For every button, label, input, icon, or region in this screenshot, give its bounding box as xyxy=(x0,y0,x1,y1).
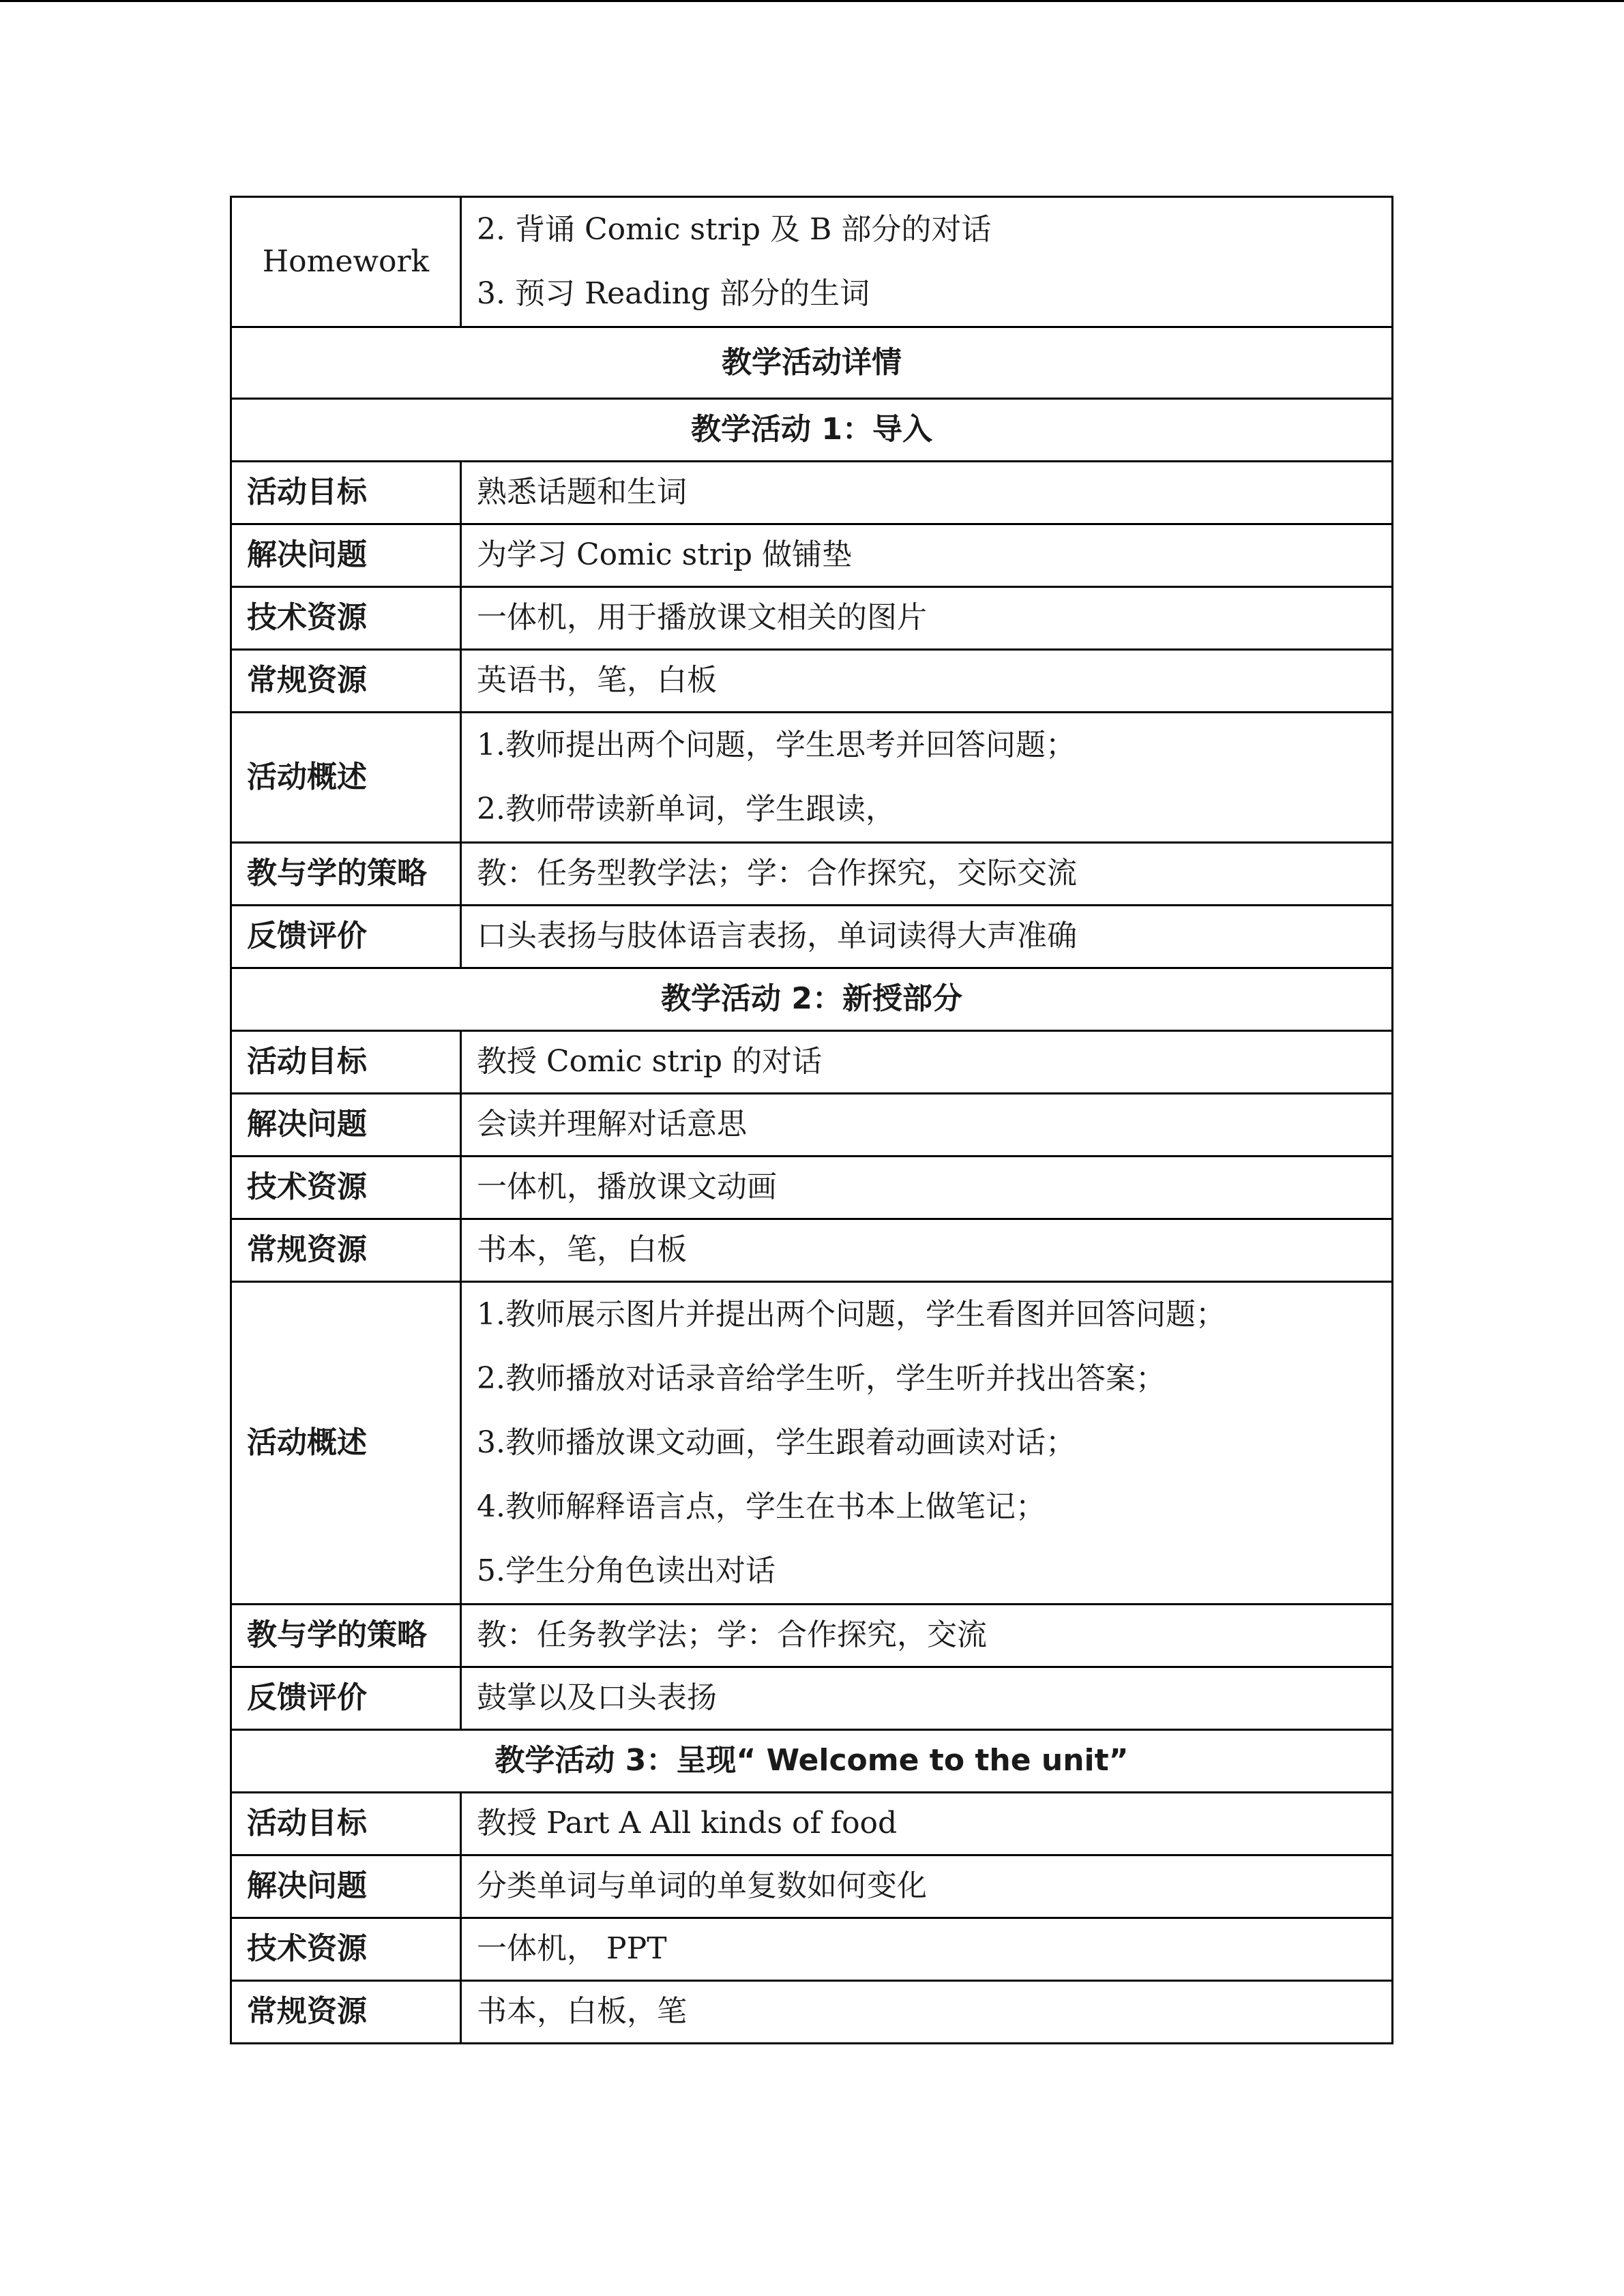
row-content: 书本，白板，笔 xyxy=(461,1981,1393,2044)
page-top-border xyxy=(0,0,1624,2)
row-label: 技术资源 xyxy=(231,587,461,650)
row-content: 鼓掌以及口头表扬 xyxy=(461,1667,1393,1730)
activity-title: 教学活动 3：呈现“ Welcome to the unit” xyxy=(231,1730,1393,1793)
row-content: 教：任务型教学法；学：合作探究，交际交流 xyxy=(461,843,1393,906)
activity-title: 教学活动 1：导入 xyxy=(231,399,1393,462)
activity-title-row xyxy=(231,1730,1393,1793)
activity-row xyxy=(231,524,1393,587)
homework-row xyxy=(231,197,1393,327)
row-label: 常规资源 xyxy=(231,1219,461,1282)
activity-row xyxy=(231,843,1393,906)
lesson-plan-table xyxy=(230,196,1393,2044)
activity-row xyxy=(231,713,1393,843)
row-label: 活动目标 xyxy=(231,1793,461,1855)
content-line: 3.教师播放课文动画，学生跟着动画读对话； xyxy=(477,1425,1076,1460)
homework-content xyxy=(461,197,1393,327)
row-content: 教授 Comic strip 的对话 xyxy=(461,1031,1393,1094)
row-label: 教与学的策略 xyxy=(231,1605,461,1667)
activity-row xyxy=(231,1157,1393,1219)
row-content: 书本，笔，白板 xyxy=(461,1219,1393,1282)
lesson-plan-body xyxy=(231,197,1393,2044)
content-line: 2.教师播放对话录音给学生听，学生听并找出答案； xyxy=(477,1361,1166,1396)
row-label: 技术资源 xyxy=(231,1918,461,1981)
row-content: 熟悉话题和生词 xyxy=(461,462,1393,524)
section-title-row xyxy=(231,327,1393,399)
row-content: 英语书，笔，白板 xyxy=(461,650,1393,713)
row-content: 为学习 Comic strip 做铺垫 xyxy=(461,524,1393,587)
row-label: 教与学的策略 xyxy=(231,843,461,906)
activity-row xyxy=(231,587,1393,650)
section-title: 教学活动详情 xyxy=(231,327,1393,399)
row-label: 反馈评价 xyxy=(231,1667,461,1730)
activity-row xyxy=(231,1918,1393,1981)
row-content xyxy=(461,713,1393,843)
homework-item: 3. 预习 Reading 部分的生词 xyxy=(477,276,870,311)
row-content: 口头表扬与肢体语言表扬，单词读得大声准确 xyxy=(461,906,1393,968)
homework-label: Homework xyxy=(231,197,461,327)
row-content: 会读并理解对话意思 xyxy=(461,1094,1393,1157)
row-label: 活动概述 xyxy=(231,713,461,843)
activity-row xyxy=(231,1031,1393,1094)
content-line: 1.教师提出两个问题，学生思考并回答问题； xyxy=(477,728,1076,762)
row-label: 技术资源 xyxy=(231,1157,461,1219)
row-content: 一体机， PPT xyxy=(461,1918,1393,1981)
content-line: 4.教师解释语言点，学生在书本上做笔记； xyxy=(477,1489,1046,1524)
activity-row xyxy=(231,1219,1393,1282)
activity-row xyxy=(231,906,1393,968)
row-label: 活动目标 xyxy=(231,462,461,524)
activity-title: 教学活动 2：新授部分 xyxy=(231,968,1393,1031)
row-label: 解决问题 xyxy=(231,1094,461,1157)
row-label: 常规资源 xyxy=(231,1981,461,2044)
activity-row xyxy=(231,1667,1393,1730)
row-label: 活动目标 xyxy=(231,1031,461,1094)
activity-row xyxy=(231,1094,1393,1157)
activity-row xyxy=(231,1282,1393,1605)
activity-row xyxy=(231,1981,1393,2044)
row-content: 教授 Part A All kinds of food xyxy=(461,1793,1393,1855)
row-content xyxy=(461,1282,1393,1605)
activity-title-row xyxy=(231,399,1393,462)
activity-row xyxy=(231,650,1393,713)
content-line: 1.教师展示图片并提出两个问题，学生看图并回答问题； xyxy=(477,1297,1226,1332)
row-content: 教：任务教学法；学：合作探究，交流 xyxy=(461,1605,1393,1667)
activity-row xyxy=(231,1793,1393,1855)
row-content: 一体机，用于播放课文相关的图片 xyxy=(461,587,1393,650)
activity-row xyxy=(231,1605,1393,1667)
row-label: 解决问题 xyxy=(231,524,461,587)
homework-item: 2. 背诵 Comic strip 及 B 部分的对话 xyxy=(477,212,992,247)
row-label: 反馈评价 xyxy=(231,906,461,968)
content-line: 2.教师带读新单词，学生跟读， xyxy=(477,792,896,826)
row-content: 分类单词与单词的单复数如何变化 xyxy=(461,1855,1393,1918)
row-content: 一体机，播放课文动画 xyxy=(461,1157,1393,1219)
row-label: 常规资源 xyxy=(231,650,461,713)
activity-row xyxy=(231,1855,1393,1918)
activity-row xyxy=(231,462,1393,524)
row-label: 活动概述 xyxy=(231,1282,461,1605)
row-label: 解决问题 xyxy=(231,1855,461,1918)
activity-title-row xyxy=(231,968,1393,1031)
content-line: 5.学生分角色读出对话 xyxy=(477,1553,776,1588)
